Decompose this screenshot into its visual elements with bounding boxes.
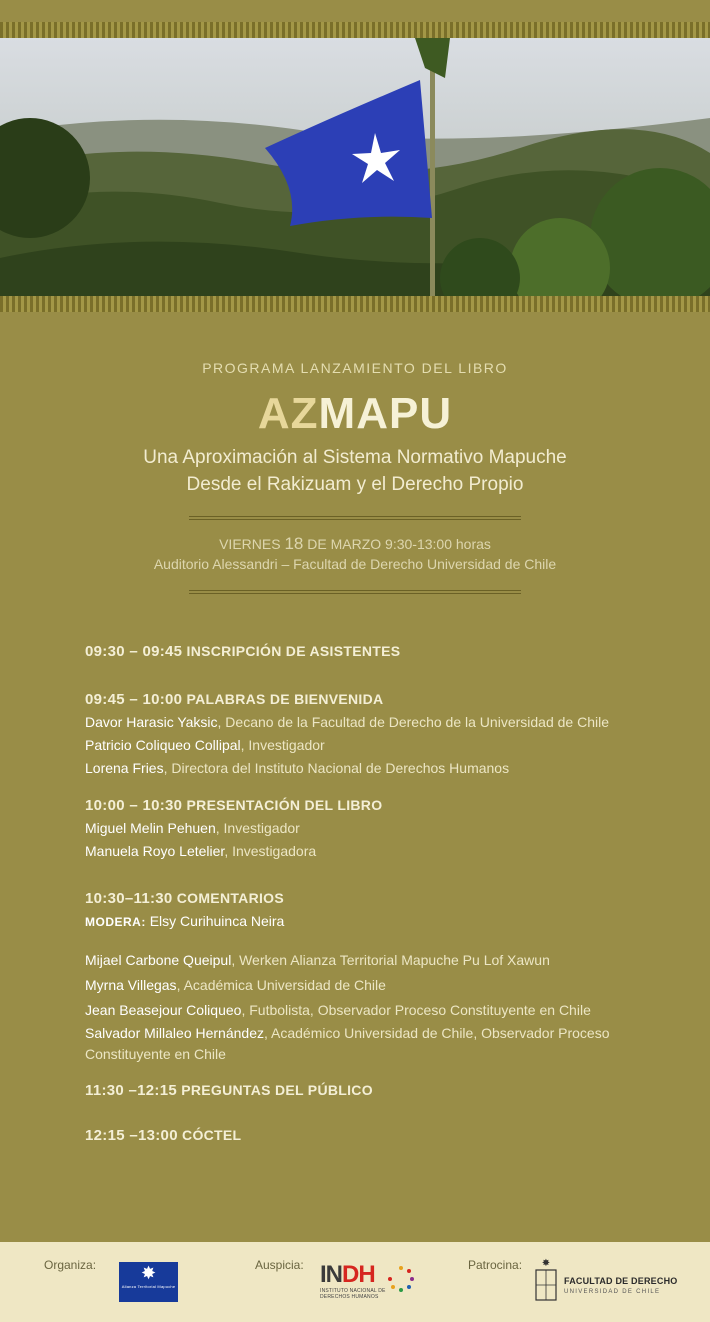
program-heading bbox=[85, 1124, 675, 1147]
program-block-registration bbox=[85, 640, 675, 663]
speaker bbox=[85, 973, 675, 998]
program-heading bbox=[85, 887, 675, 910]
event-venue: Auditorio Alessandri – Facultad de Derecho Universidad de Chile bbox=[153, 556, 557, 572]
speaker-name: Manuela Royo Letelier bbox=[85, 843, 225, 859]
program-title: INSCRIPCIÓN DE ASISTENTES bbox=[186, 643, 401, 659]
program-title: PREGUNTAS DEL PÚBLICO bbox=[181, 1082, 373, 1098]
star-icon: ✸ bbox=[140, 1263, 157, 1283]
speaker-name: Patricio Coliqueo Collipal bbox=[85, 737, 241, 753]
subtitle-line-1: Una Aproximación al Sistema Normativo Mapuche bbox=[143, 447, 567, 468]
universidad-chile-logo bbox=[535, 1256, 678, 1306]
speaker bbox=[85, 1023, 615, 1065]
program-title: PALABRAS DE BIENVENIDA bbox=[186, 691, 384, 707]
event-date-day: 18 bbox=[284, 534, 304, 553]
indh-part2: DH bbox=[342, 1261, 375, 1288]
speaker bbox=[85, 948, 675, 973]
speaker bbox=[85, 734, 675, 757]
speaker-role: , Investigadora bbox=[224, 843, 317, 859]
book-title bbox=[0, 390, 710, 438]
book-title-part2: MAPU bbox=[318, 389, 453, 438]
program-heading bbox=[85, 688, 675, 711]
book-subtitle bbox=[0, 444, 710, 498]
program-heading bbox=[85, 640, 675, 663]
program-heading bbox=[85, 794, 675, 817]
program-time: 12:15 –13:00 bbox=[85, 1127, 178, 1144]
moderator bbox=[85, 910, 675, 934]
speaker-name: Lorena Fries bbox=[85, 760, 164, 776]
universidad-text: UNIVERSIDAD DE CHILE bbox=[564, 1289, 661, 1295]
event-header bbox=[0, 360, 710, 498]
speaker-name: Davor Harasic Yaksic bbox=[85, 714, 218, 730]
svg-text:✸: ✸ bbox=[541, 1258, 551, 1269]
subtitle-line-2: Desde el Rakizuam y el Derecho Propio bbox=[186, 474, 524, 495]
speaker-name: Myrna Villegas bbox=[85, 977, 177, 993]
program-time: 09:45 – 10:00 bbox=[85, 691, 183, 708]
program-time: 10:30–11:30 bbox=[85, 890, 173, 907]
program-time: 11:30 –12:15 bbox=[85, 1082, 178, 1099]
top-decorative-stripe bbox=[0, 22, 710, 38]
indh-part1: IN bbox=[320, 1261, 342, 1288]
program-title: CÓCTEL bbox=[182, 1127, 242, 1143]
speaker-role: , Decano de la Facultad de Derecho de la Universidad de Chile bbox=[217, 714, 609, 730]
alianza-logo-text: Alianza Territorial Mapuche bbox=[121, 1284, 176, 1289]
speaker-role: , Directora del Instituto Nacional de Derechos Humanos bbox=[163, 760, 510, 776]
program-title: PRESENTACIÓN DEL LIBRO bbox=[186, 797, 383, 813]
divider-bottom bbox=[189, 590, 521, 594]
speaker-role: , Futbolista, Observador Proceso Constituyente en Chile bbox=[241, 1002, 591, 1018]
program-time: 10:00 – 10:30 bbox=[85, 797, 183, 814]
book-title-part1: AZ bbox=[257, 389, 319, 438]
speaker-name: Salvador Millaleo Hernández bbox=[85, 1025, 264, 1041]
speaker bbox=[85, 711, 675, 734]
program-time: 09:30 – 09:45 bbox=[85, 643, 183, 660]
speaker-name: Jean Beasejour Coliqueo bbox=[85, 1002, 242, 1018]
divider-top bbox=[189, 516, 521, 520]
program-kicker: PROGRAMA LANZAMIENTO DEL LIBRO bbox=[202, 360, 508, 376]
patrocina-label: Patrocina: bbox=[468, 1258, 523, 1272]
speaker-role: , Académica Universidad de Chile bbox=[176, 977, 386, 993]
program-block-welcome bbox=[85, 688, 675, 780]
event-date-suffix: DE MARZO 9:30-13:00 horas bbox=[303, 536, 491, 552]
speaker bbox=[85, 817, 675, 840]
facultad-text: FACULTAD DE DERECHO bbox=[564, 1276, 678, 1286]
indh-subtitle: INSTITUTO NACIONAL DE DERECHOS HUMANOS bbox=[320, 1288, 386, 1300]
speaker bbox=[85, 998, 675, 1023]
program-block-cocktail bbox=[85, 1124, 675, 1147]
university-crest-icon bbox=[535, 1256, 557, 1302]
speaker-role: , Investigador bbox=[240, 737, 325, 753]
event-details bbox=[0, 534, 710, 574]
indh-logo bbox=[320, 1262, 420, 1302]
moderator-name: Elsy Curihuinca Neira bbox=[149, 913, 285, 929]
speaker-name: Miguel Melin Pehuen bbox=[85, 820, 216, 836]
speaker bbox=[85, 840, 675, 863]
organiza-label: Organiza: bbox=[44, 1258, 97, 1272]
program-block-comments bbox=[85, 887, 675, 1065]
speaker-role: , Werken Alianza Territorial Mapuche Pu Lof Xawun bbox=[231, 952, 550, 968]
indh-dots-icon bbox=[388, 1266, 414, 1292]
middle-decorative-stripe bbox=[0, 296, 710, 312]
header-photo bbox=[0, 38, 710, 296]
program-heading bbox=[85, 1079, 675, 1102]
alianza-territorial-logo bbox=[119, 1262, 178, 1302]
program-schedule bbox=[85, 640, 675, 1161]
event-date bbox=[0, 534, 710, 554]
program-block-presentation bbox=[85, 794, 675, 863]
speaker-role: , Académico Universidad de Chile, Observador Proceso Constituyente en Chile bbox=[85, 1025, 610, 1062]
moderator-label: MODERA: bbox=[85, 915, 146, 929]
program-title: COMENTARIOS bbox=[176, 890, 285, 906]
sponsors-footer bbox=[0, 1242, 710, 1322]
program-block-questions bbox=[85, 1079, 675, 1102]
speaker-name: Mijael Carbone Queipul bbox=[85, 952, 232, 968]
speaker bbox=[85, 757, 675, 780]
auspicia-label: Auspicia: bbox=[255, 1258, 304, 1272]
event-date-prefix: VIERNES bbox=[219, 536, 285, 552]
speaker-role: , Investigador bbox=[215, 820, 300, 836]
